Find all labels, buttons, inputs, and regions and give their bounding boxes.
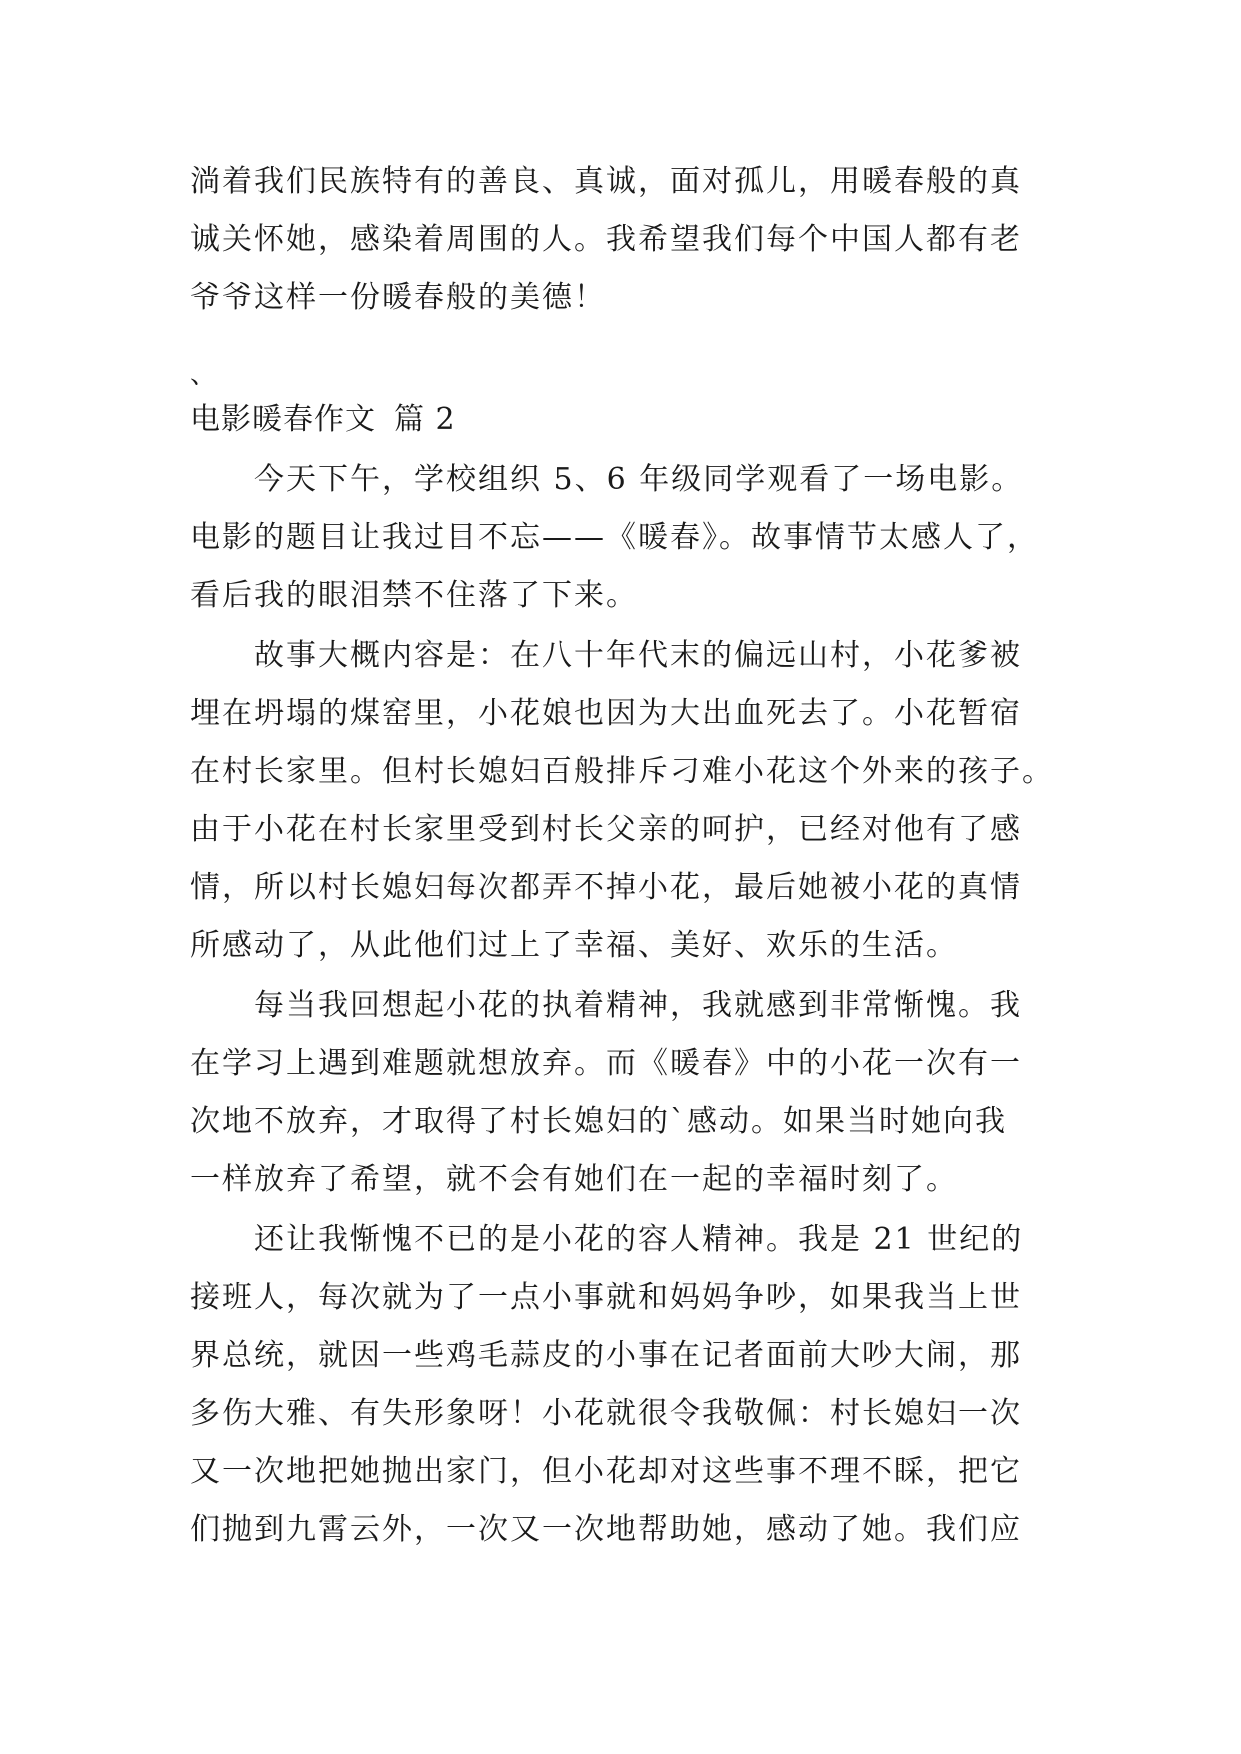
- text-line: 爷爷这样一份暖春般的美德！: [190, 280, 606, 315]
- paragraph-line: 今天下午，学校组织 5、6 年级同学观看了一场电影。: [254, 462, 1024, 497]
- paragraph-line: 又一次地把她抛出家门，但小花却对这些事不理不睬，把它: [190, 1454, 1022, 1489]
- paragraph-line: 还让我惭愧不已的是小花的容人精神。我是 21 世纪的: [254, 1222, 1024, 1257]
- separator-mark: 、: [190, 360, 217, 390]
- paragraph-line: 多伤大雅、有失形象呀！小花就很令我敬佩：村长媳妇一次: [190, 1396, 1022, 1431]
- paragraph-line: 情，所以村长媳妇每次都弄不掉小花，最后她被小花的真情: [190, 870, 1022, 905]
- paragraph-line: 所感动了，从此他们过上了幸福、美好、欢乐的生活。: [190, 928, 958, 963]
- paragraph-line: 们抛到九霄云外，一次又一次地帮助她，感动了她。我们应: [190, 1512, 1022, 1547]
- paragraph-line: 每当我回想起小花的执着精神，我就感到非常惭愧。我: [254, 988, 1022, 1023]
- paragraph-line: 接班人，每次就为了一点小事就和妈妈争吵，如果我当上世: [190, 1280, 1022, 1315]
- paragraph-line: 故事大概内容是：在八十年代末的偏远山村，小花爹被: [254, 638, 1022, 673]
- paragraph-line: 电影的题目让我过目不忘——《暖春》。故事情节太感人了，: [190, 520, 1039, 555]
- section-heading: [190, 400, 456, 440]
- section-number: 篇 2: [394, 402, 456, 437]
- paragraph-line: 次地不放弃，才取得了村长媳妇的`感动。如果当时她向我: [190, 1104, 1007, 1139]
- paragraph-line: 由于小花在村长家里受到村长父亲的呵护，已经对他有了感: [190, 812, 1022, 847]
- paragraph-line: 埋在坍塌的煤窑里，小花娘也因为大出血死去了。小花暂宿: [190, 696, 1022, 731]
- paragraph-line: 看后我的眼泪禁不住落了下来。: [190, 578, 638, 613]
- paragraph-line: 一样放弃了希望，就不会有她们在一起的幸福时刻了。: [190, 1162, 958, 1197]
- section-title: 电影暖春作文: [190, 402, 376, 437]
- text-line: 淌着我们民族特有的善良、真诚，面对孤儿，用暖春般的真: [190, 164, 1022, 199]
- paragraph-line: 在学习上遇到难题就想放弃。而《暖春》中的小花一次有一: [190, 1046, 1022, 1081]
- paragraph-line: 界总统，就因一些鸡毛蒜皮的小事在记者面前大吵大闹，那: [190, 1338, 1022, 1373]
- paragraph-line: 在村长家里。但村长媳妇百般排斥刁难小花这个外来的孩子。: [190, 754, 1054, 789]
- text-line: 诚关怀她，感染着周围的人。我希望我们每个中国人都有老: [190, 222, 1022, 257]
